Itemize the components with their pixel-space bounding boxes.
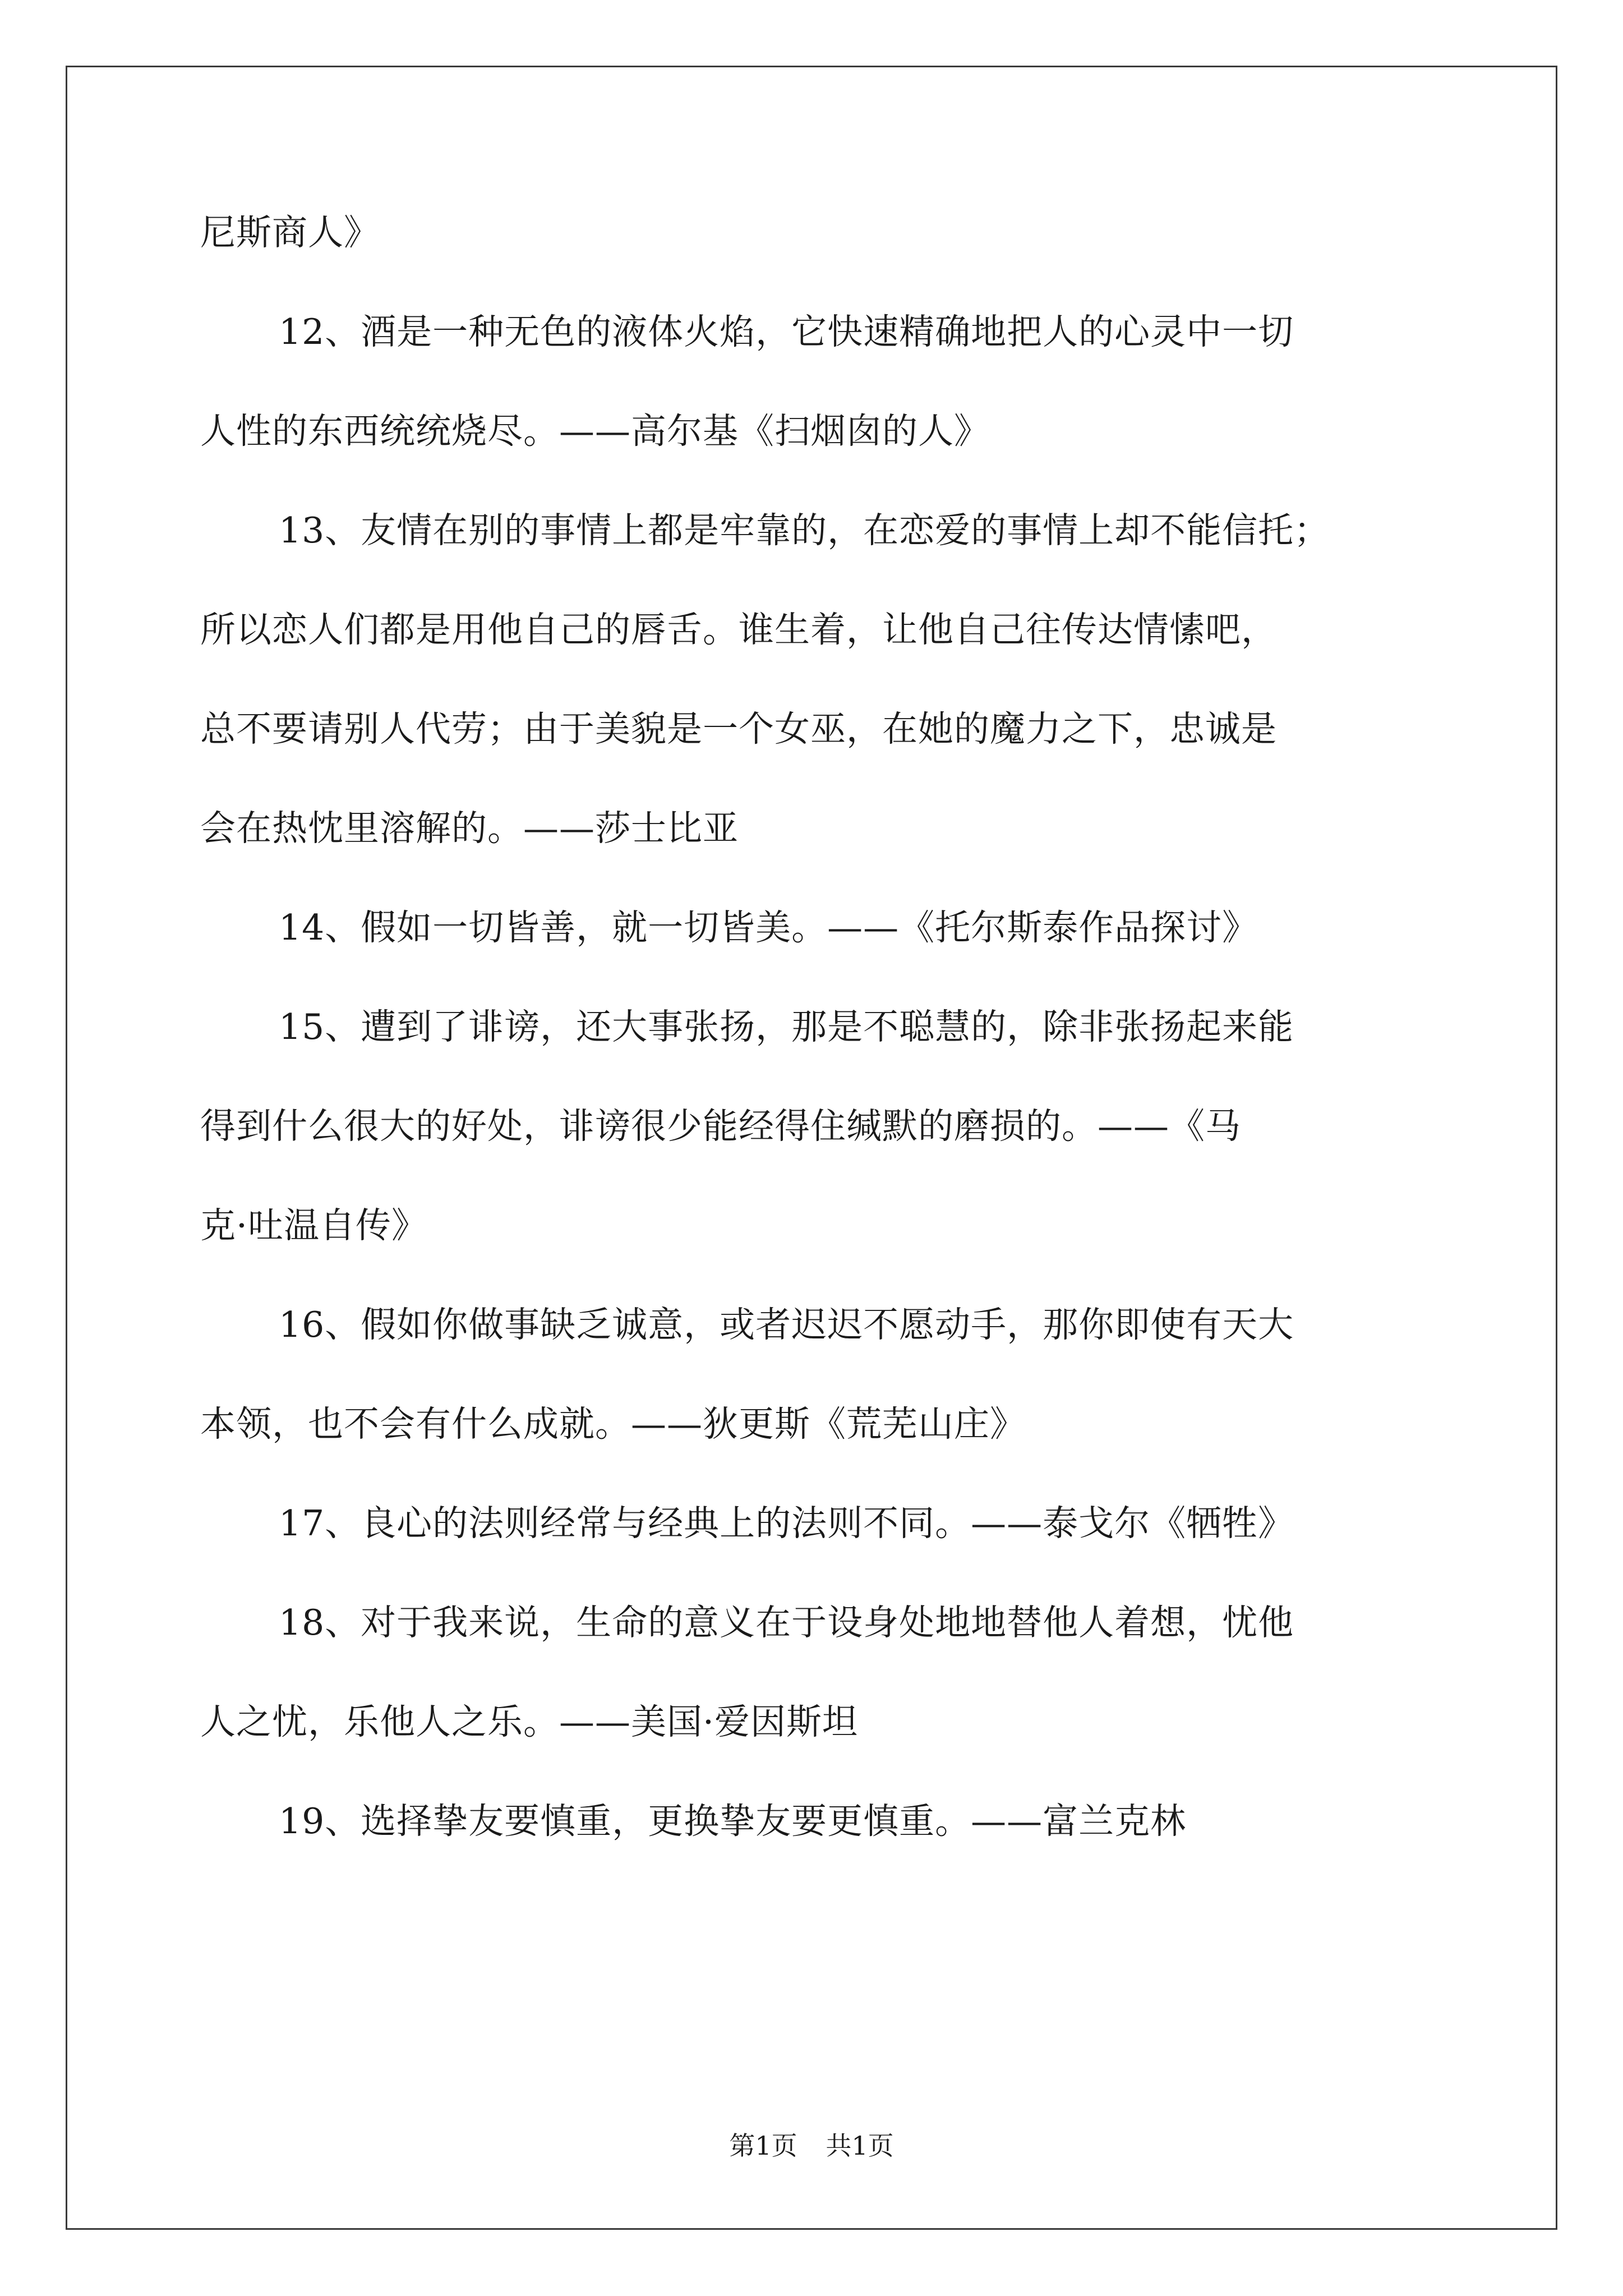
- paragraph-line: 尼斯商人》: [200, 212, 380, 253]
- paragraph-line: 会在热忱里溶解的。——莎士比亚: [200, 808, 739, 849]
- page-total: 共1页: [826, 2131, 894, 2161]
- paragraph-line: 人性的东西统统烧尽。——高尔基《扫烟囱的人》: [200, 411, 990, 452]
- paragraph-first-line: 13、友情在别的事情上都是牢靠的，在恋爱的事情上却不能信托；: [279, 510, 1330, 551]
- paragraph-first-line: 15、遭到了诽谤，还大事张扬，那是不聪慧的，除非张扬起来能: [279, 1006, 1294, 1047]
- paragraph-line: 克·吐温自传》: [200, 1205, 428, 1246]
- paragraph-first-line: 14、假如一切皆善，就一切皆美。——《托尔斯泰作品探讨》: [279, 907, 1258, 948]
- paragraph-first-line: 18、对于我来说，生命的意义在于设身处地地替他人着想，忧他: [279, 1602, 1294, 1643]
- paragraph-line: 人之忧，乐他人之乐。——美国·爱因斯坦: [200, 1701, 859, 1742]
- paragraph-line: 得到什么很大的好处，诽谤很少能经得住缄默的磨损的。——《马: [200, 1106, 1241, 1147]
- page-footer: [0, 2129, 1623, 2162]
- paragraph-first-line: 17、良心的法则经常与经典上的法则不同。——泰戈尔《牺牲》: [279, 1503, 1294, 1544]
- paragraph-line: 所以恋人们都是用他自己的唇舌。谁生着，让他自己往传达情愫吧，: [200, 609, 1277, 650]
- paragraph-first-line: 19、选择挚友要慎重，更换挚友要更慎重。——富兰克林: [279, 1801, 1187, 1842]
- page-number: 第1页: [729, 2131, 797, 2161]
- paragraph-line: 本领，也不会有什么成就。——狄更斯《荒芜山庄》: [200, 1404, 1026, 1444]
- paragraph-line: 总不要请别人代劳；由于美貌是一个女巫，在她的魔力之下，忠诚是: [200, 708, 1277, 749]
- paragraph-first-line: 12、酒是一种无色的液体火焰，它快速精确地把人的心灵中一切: [279, 311, 1294, 352]
- paragraph-first-line: 16、假如你做事缺乏诚意，或者迟迟不愿动手，那你即使有天大: [279, 1304, 1294, 1345]
